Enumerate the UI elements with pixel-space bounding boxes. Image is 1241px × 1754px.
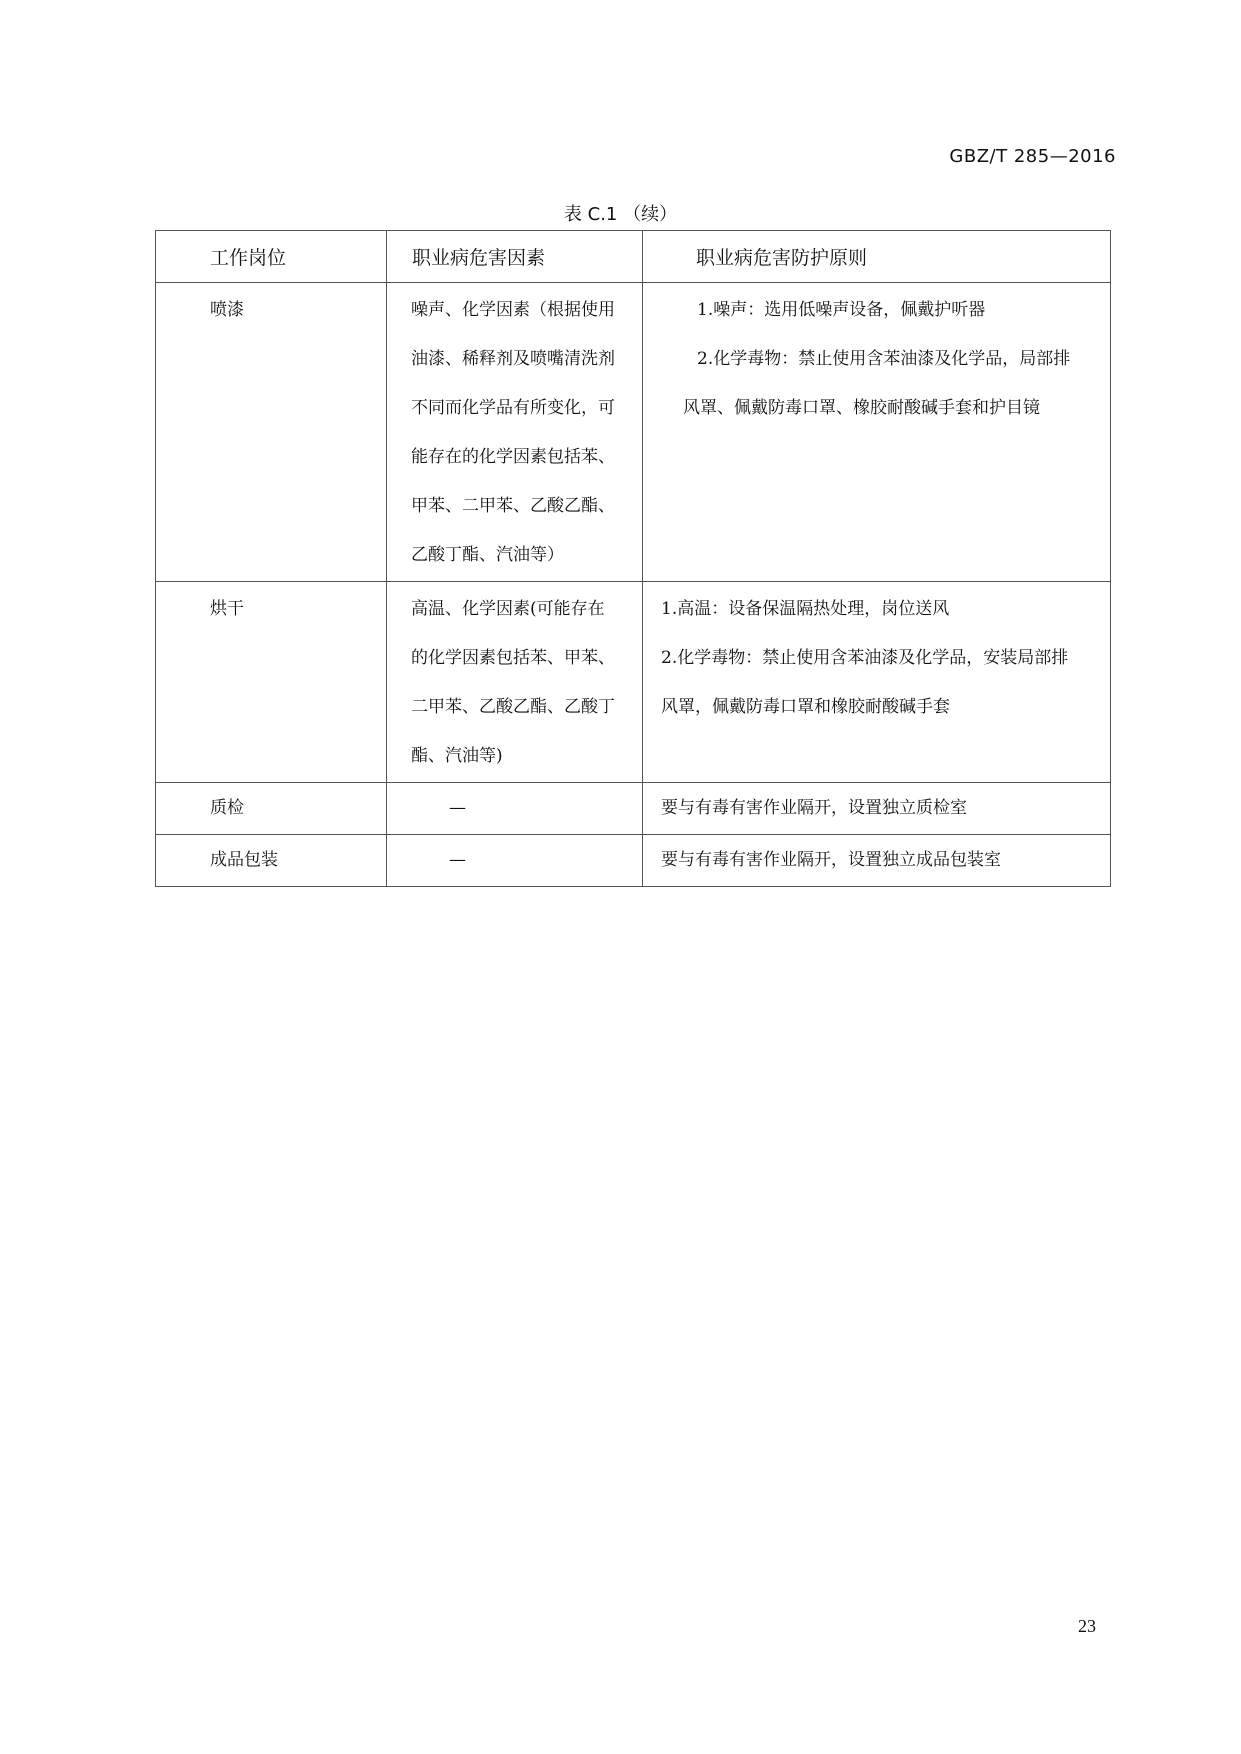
factor-cell [387,283,643,582]
principle-cell [643,283,1111,582]
column-header-principle: 职业病危害防护原则 [643,231,1111,283]
table-row [156,582,1111,783]
post-cell: 质检 [156,783,387,835]
table-header-row [156,231,1111,283]
table-row [156,283,1111,582]
principle-cell [643,582,1111,783]
column-header-factor: 职业病危害因素 [387,231,643,283]
factor-cell [387,582,643,783]
principle-line: 1.高温：设备保温隔热处理，岗位送风 [661,599,950,619]
table-title: 表 C.1 （续） [563,204,678,225]
factor-line: 噪声、化学因素（根据使用 [411,300,615,320]
principle-line: 2.化学毒物：禁止使用含苯油漆及化学品，安装局部排 [661,648,1069,668]
factor-line: 能存在的化学因素包括苯、 [411,447,615,467]
principle-cell: 要与有毒有害作业隔开，设置独立成品包装室 [643,835,1111,887]
factor-line: 酯、汽油等) [411,746,503,766]
principle-line: 2.化学毒物：禁止使用含苯油漆及化学品，局部排 [697,349,1071,369]
hazard-protection-table [155,230,1111,887]
factor-line: 不同而化学品有所变化，可 [411,398,615,418]
factor-line: 乙酸丁酯、汽油等） [411,545,564,565]
principle-line: 风罩，佩戴防毒口罩和橡胶耐酸碱手套 [661,697,950,717]
factor-line: 的化学因素包括苯、甲苯、 [411,648,615,668]
table-row [156,783,1111,835]
post-cell: 烘干 [156,582,387,783]
table-row [156,835,1111,887]
factor-line: 甲苯、二甲苯、乙酸乙酯、 [411,496,615,516]
principle-line: 1.噪声：选用低噪声设备，佩戴护听器 [697,300,986,320]
column-header-post: 工作岗位 [156,231,387,283]
factor-line: 高温、化学因素(可能存在 [411,599,605,619]
factor-line: 油漆、稀释剂及喷嘴清洗剂 [411,349,615,369]
factor-cell: — [387,835,643,887]
page-number: 23 [1078,1616,1096,1636]
factor-cell: — [387,783,643,835]
post-cell: 成品包装 [156,835,387,887]
principle-line: 风罩、佩戴防毒口罩、橡胶耐酸碱手套和护目镜 [683,398,1040,418]
post-cell: 喷漆 [156,283,387,582]
principle-cell: 要与有毒有害作业隔开，设置独立质检室 [643,783,1111,835]
factor-line: 二甲苯、乙酸乙酯、乙酸丁 [411,697,615,717]
standard-number: GBZ/T 285—2016 [949,146,1116,167]
